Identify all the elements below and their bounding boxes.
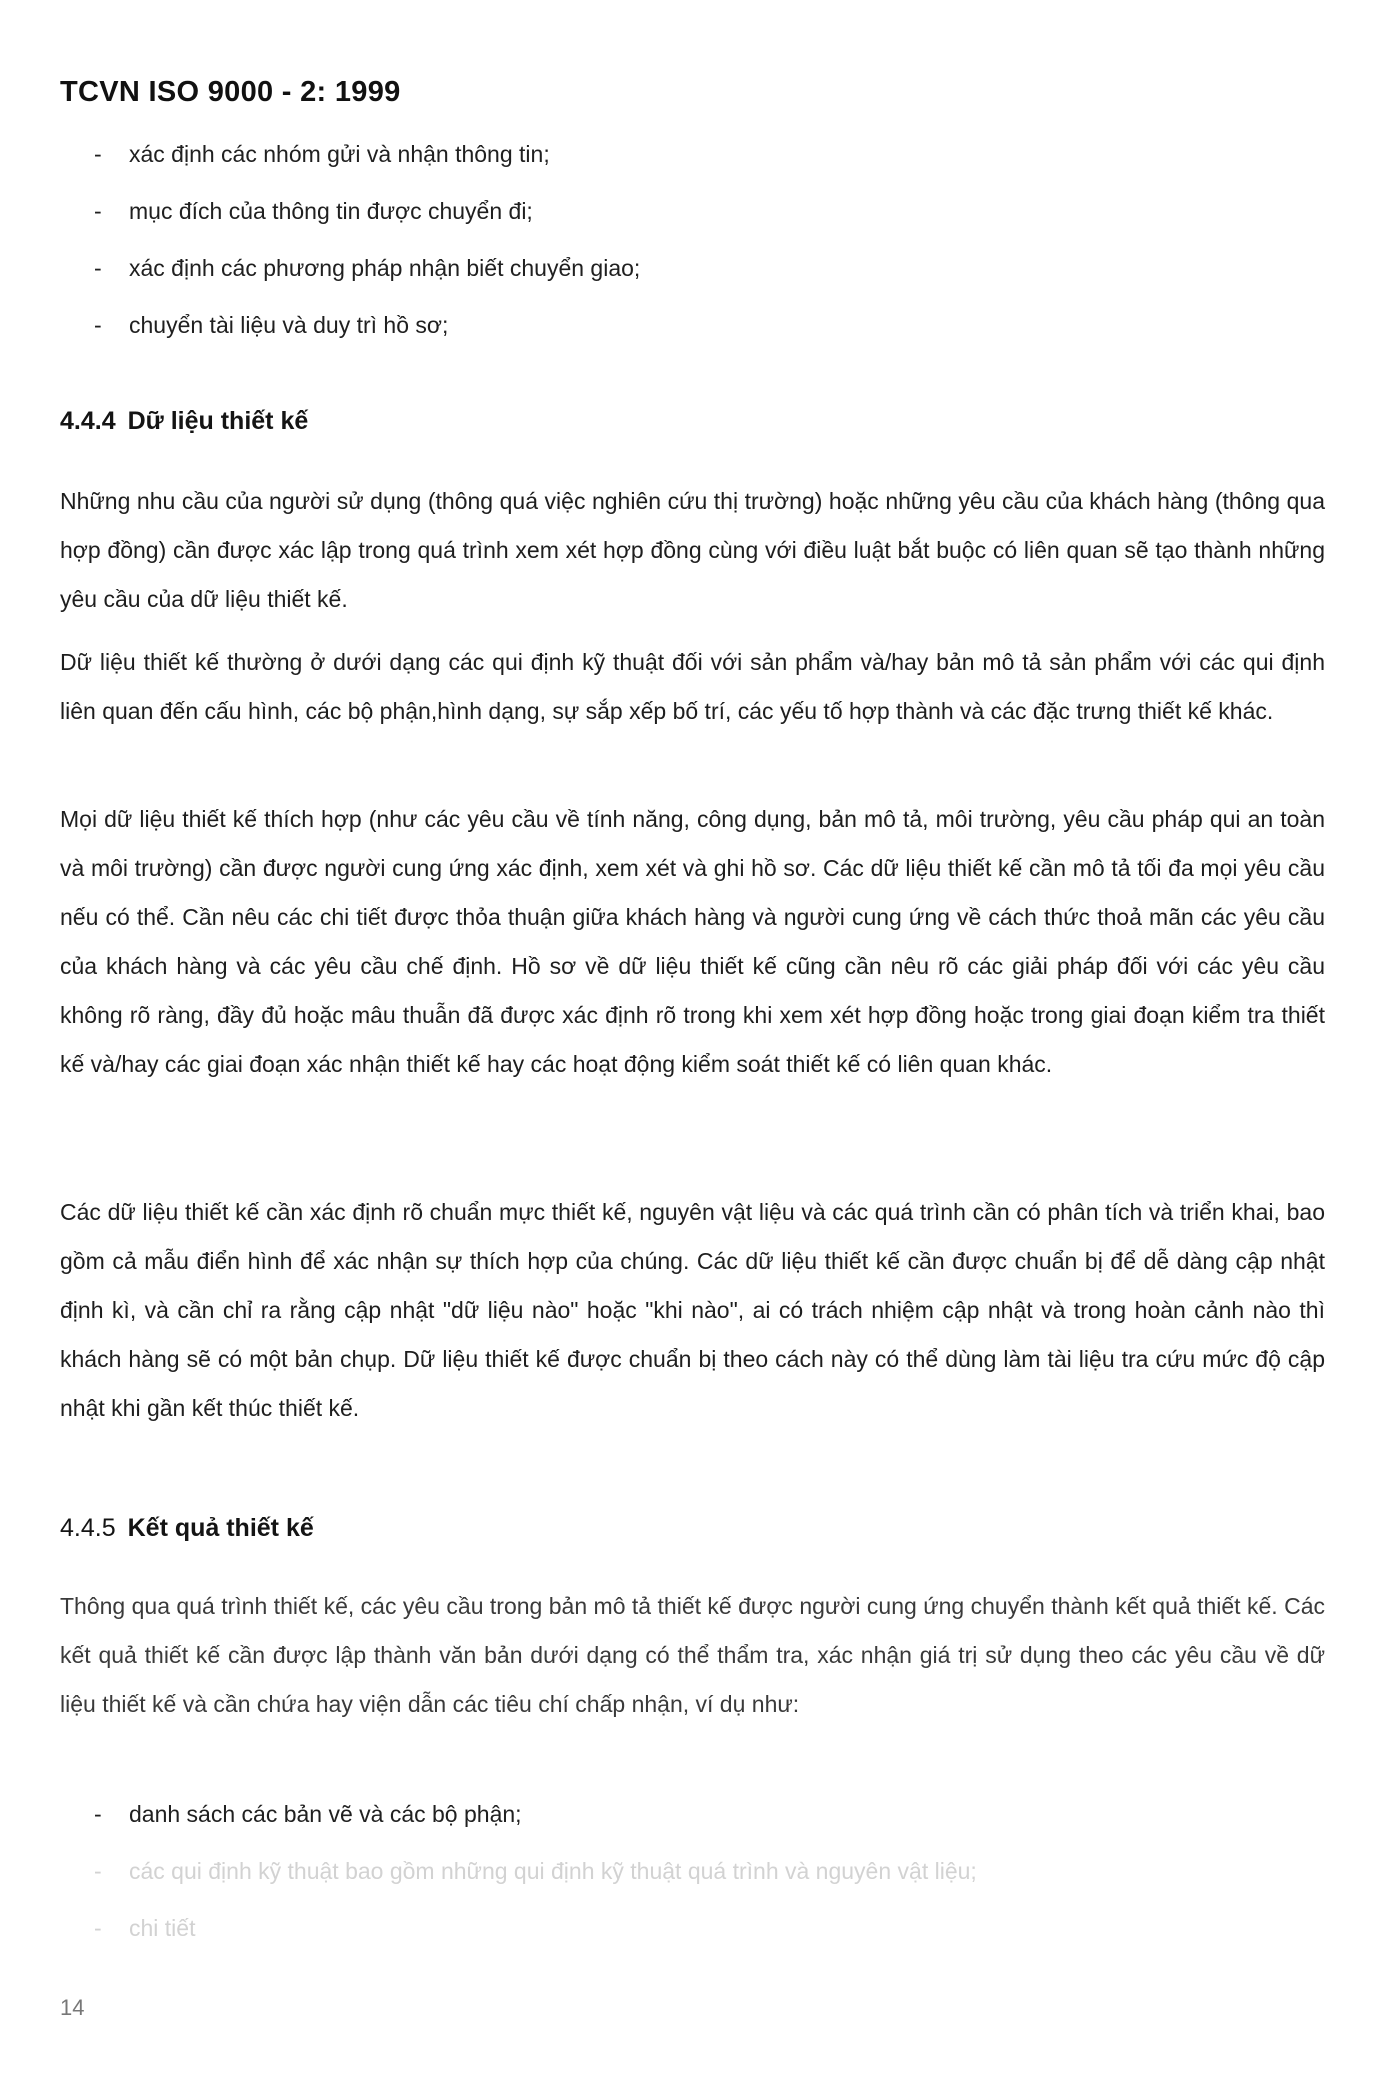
section-heading-4-4-5	[60, 1513, 314, 1543]
list-item	[60, 254, 1330, 311]
document-header: TCVN ISO 9000 - 2: 1999	[60, 76, 401, 108]
list-item-text: chi tiết	[129, 1915, 196, 1941]
list-item-text: danh sách các bản vẽ và các bộ phận;	[129, 1801, 522, 1827]
paragraph: Những nhu cầu của người sử dụng (thông quá việc nghiên cứu thị trường) hoặc những yêu cầu của khách hàng (thông qua hợp đồng) cần được xác lập trong quá trình xem xét hợp đồng cùng với điều luật bắt buộc có liên quan sẽ tạo thành những yêu cầu của dữ liệu thiết kế.	[60, 488, 1325, 612]
list-dash: -	[94, 1858, 102, 1884]
section-number: 4.4.4	[60, 407, 116, 435]
list-item-text: chuyển tài liệu và duy trì hồ sơ;	[129, 312, 449, 338]
paragraph: Các dữ liệu thiết kế cần xác định rõ chuẩn mực thiết kế, nguyên vật liệu và các quá trình cần có phân tích và triển khai, bao gồm cả mẫu điển hình để xác nhận sự thích hợp của chúng. Các dữ liệu thiết kế cần được chuẩn bị để dễ dàng cập nhật định kì, và cần chỉ ra rằng cập nhật "dữ liệu nào" hoặc "khi nào", ai có trách nhiệm cập nhật và trong hoàn cảnh nào thì khách hàng sẽ có một bản chụp. Dữ liệu thiết kế được chuẩn bị theo cách này có thể dùng làm tài liệu tra cứu mức độ cập nhật khi gần kết thúc thiết kế.	[60, 1199, 1325, 1421]
section-title: Kết quả thiết kế	[127, 1514, 314, 1542]
list-item	[60, 1914, 1330, 1971]
design-output-list	[60, 1800, 1330, 1971]
section-heading-4-4-4	[60, 406, 308, 436]
list-dash: -	[94, 141, 102, 167]
section-number: 4.4.5	[60, 1514, 116, 1542]
requirements-list	[60, 140, 1330, 368]
list-item-text: xác định các phương pháp nhận biết chuyển giao;	[129, 255, 641, 281]
list-dash: -	[94, 1915, 102, 1941]
section-title: Dữ liệu thiết kế	[127, 407, 309, 435]
paragraph: Mọi dữ liệu thiết kế thích hợp (như các yêu cầu về tính năng, công dụng, bản mô tả, môi trường, yêu cầu pháp qui an toàn và môi trường) cần được người cung ứng xác định, xem xét và ghi hồ sơ. Các dữ liệu thiết kế cần mô tả tối đa mọi yêu cầu nếu có thể. Cần nêu các chi tiết được thỏa thuận giữa khách hàng và người cung ứng về cách thức thoả mãn các yêu cầu của khách hàng và các yêu cầu chế định. Hồ sơ về dữ liệu thiết kế cũng cần nêu rõ các giải pháp đối với các yêu cầu không rõ ràng, đầy đủ hoặc mâu thuẫn đã được xác định rõ trong khi xem xét hợp đồng hoặc trong giai đoạn kiểm tra thiết kế và/hay các giai đoạn xác nhận thiết kế hay các hoạt động kiểm soát thiết kế có liên quan khác.	[60, 806, 1325, 1077]
list-dash: -	[94, 312, 102, 338]
page-number: 14	[60, 1995, 85, 2020]
list-item-text: xác định các nhóm gửi và nhận thông tin;	[129, 141, 550, 167]
list-item-text: mục đích của thông tin được chuyển đi;	[129, 198, 533, 224]
list-item	[60, 1857, 1330, 1914]
list-dash: -	[94, 1801, 102, 1827]
list-item	[60, 1800, 1330, 1857]
list-dash: -	[94, 255, 102, 281]
list-item	[60, 140, 1330, 197]
list-item	[60, 197, 1330, 254]
list-item	[60, 311, 1330, 368]
paragraph: Dữ liệu thiết kế thường ở dưới dạng các qui định kỹ thuật đối với sản phẩm và/hay bản mô tả sản phẩm với các qui định liên quan đến cấu hình, các bộ phận,hình dạng, sự sắp xếp bố trí, các yếu tố hợp thành và các đặc trưng thiết kế khác.	[60, 649, 1325, 724]
list-dash: -	[94, 198, 102, 224]
list-item-text: các qui định kỹ thuật bao gồm những qui định kỹ thuật quá trình và nguyên vật liệu;	[129, 1858, 977, 1884]
paragraph: Thông qua quá trình thiết kế, các yêu cầu trong bản mô tả thiết kế được người cung ứng chuyển thành kết quả thiết kế. Các kết quả thiết kế cần được lập thành văn bản dưới dạng có thể thẩm tra, xác nhận giá trị sử dụng theo các yêu cầu về dữ liệu thiết kế và cần chứa hay viện dẫn các tiêu chí chấp nhận, ví dụ như:	[60, 1593, 1325, 1717]
